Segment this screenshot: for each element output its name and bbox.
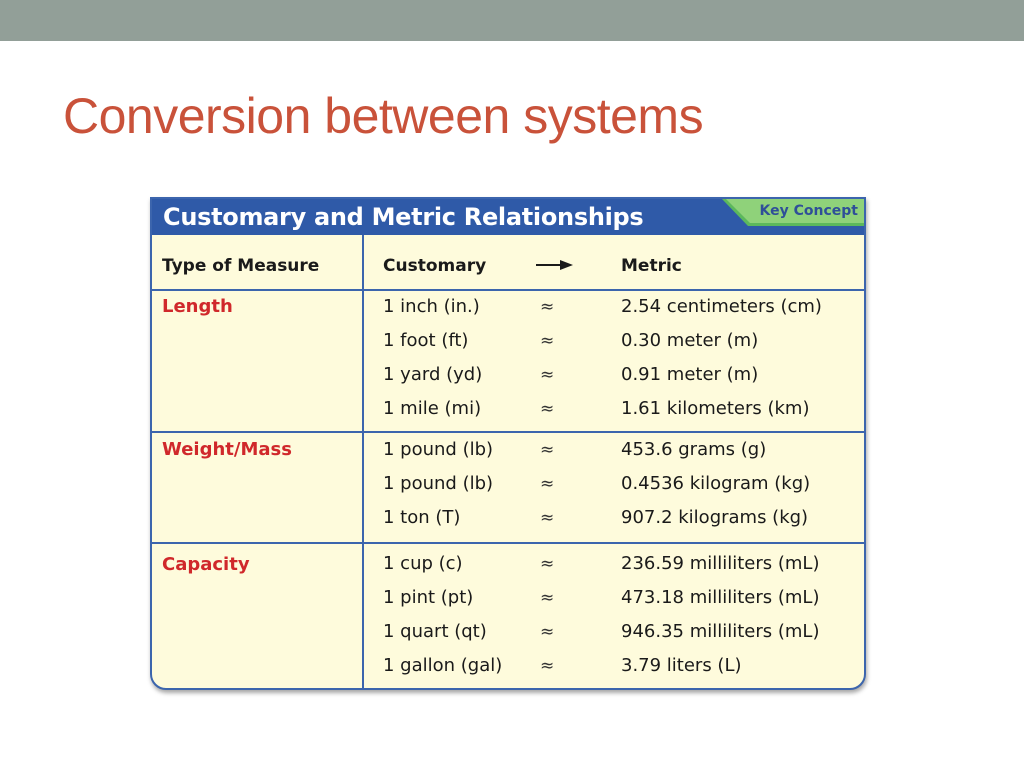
table-title-band [152,199,864,235]
capacity-row-4-metric: 3.79 liters (L) [621,655,742,676]
length-row-3-metric: 0.91 meter (m) [621,364,759,385]
table-title: Customary and Metric Relationships [163,203,644,231]
category-length: Length [162,296,233,317]
approx-symbol: ≈ [540,656,555,676]
key-concept-badge [722,199,864,226]
approx-symbol: ≈ [540,508,555,528]
approx-symbol: ≈ [540,399,555,419]
top-accent-bar [0,0,1024,41]
approx-symbol: ≈ [540,622,555,642]
capacity-row-4-customary: 1 gallon (gal) [383,655,503,676]
approx-symbol: ≈ [540,474,555,494]
right-arrow-icon [536,259,574,271]
capacity-row-2-customary: 1 pint (pt) [383,587,474,608]
length-row-1-metric: 2.54 centimeters (cm) [621,296,822,317]
weight-row-2-customary: 1 pound (lb) [383,473,494,494]
capacity-row-2-metric: 473.18 milliliters (mL) [621,587,820,608]
length-row-1-customary: 1 inch (in.) [383,296,480,317]
capacity-row-3-customary: 1 quart (qt) [383,621,487,642]
weight-row-2-metric: 0.4536 kilogram (kg) [621,473,811,494]
category-weight-mass: Weight/Mass [162,439,292,460]
weight-row-3-metric: 907.2 kilograms (kg) [621,507,809,528]
capacity-row-3-metric: 946.35 milliliters (mL) [621,621,820,642]
length-row-3-customary: 1 yard (yd) [383,364,483,385]
approx-symbol: ≈ [540,588,555,608]
weight-row-1-customary: 1 pound (lb) [383,439,494,460]
approx-symbol: ≈ [540,365,555,385]
capacity-row-1-customary: 1 cup (c) [383,553,463,574]
category-capacity: Capacity [162,554,250,575]
header-type-of-measure: Type of Measure [162,256,320,276]
length-row-4-customary: 1 mile (mi) [383,398,482,419]
length-row-2-customary: 1 foot (ft) [383,330,469,351]
slide-title: Conversion between systems [63,88,704,144]
section-divider [152,431,864,433]
approx-symbol: ≈ [540,331,555,351]
approx-symbol: ≈ [540,554,555,574]
header-divider [152,289,864,291]
column-divider [362,235,364,690]
section-divider [152,542,864,544]
length-row-2-metric: 0.30 meter (m) [621,330,759,351]
approx-symbol: ≈ [540,297,555,317]
weight-row-3-customary: 1 ton (T) [383,507,461,528]
key-concept-label: Key Concept [759,203,858,219]
header-customary: Customary [383,256,487,276]
length-row-4-metric: 1.61 kilometers (km) [621,398,810,419]
header-metric: Metric [621,256,682,276]
approx-symbol: ≈ [540,440,555,460]
capacity-row-1-metric: 236.59 milliliters (mL) [621,553,820,574]
weight-row-1-metric: 453.6 grams (g) [621,439,767,460]
conversion-table [150,197,866,690]
